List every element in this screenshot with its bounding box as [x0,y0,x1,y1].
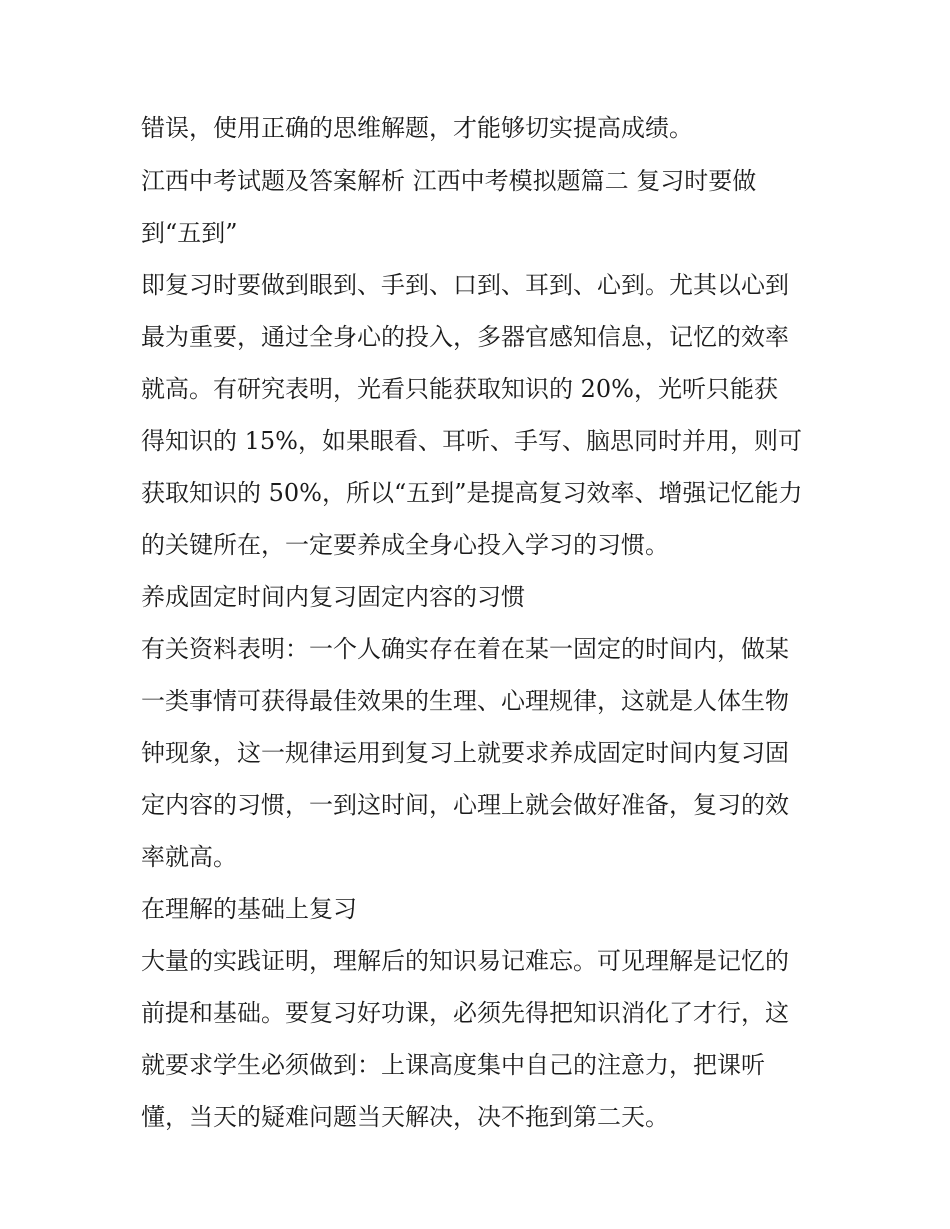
text-line: 懂，当天的疑难问题当天解决，决不拖到第二天。 [141,1103,669,1131]
text-line: 有关资料表明：一个人确实存在着在某一固定的时间内，做某 [141,635,789,663]
text-line: 最为重要，通过全身心的投入，多器官感知信息，记忆的效率 [141,323,789,351]
text-line: 就高。有研究表明，光看只能获取知识的 20%，光听只能获 [141,375,778,403]
heading-line: 江西中考试题及答案解析 江西中考模拟题篇二 复习时要做 [141,167,757,195]
text-line: 钟现象，这一规律运用到复习上就要求养成固定时间内复习固 [141,739,789,767]
text-line: 得知识的 15%，如果眼看、耳听、手写、脑思同时并用，则可 [141,427,802,455]
text-line: 率就高。 [141,843,237,871]
heading-line-cont: 到“五到” [141,219,238,247]
heading-line: 在理解的基础上复习 [141,895,357,923]
text-line: 大量的实践证明，理解后的知识易记难忘。可见理解是记忆的 [141,947,789,975]
heading-line: 养成固定时间内复习固定内容的习惯 [141,583,525,611]
text-line: 错误，使用正确的思维解题，才能够切实提高成绩。 [141,114,693,142]
text-line: 即复习时要做到眼到、手到、口到、耳到、心到。尤其以心到 [141,271,789,299]
text-line: 一类事情可获得最佳效果的生理、心理规律，这就是人体生物 [141,687,789,715]
text-line: 就要求学生必须做到：上课高度集中自己的注意力，把课听 [141,1051,765,1079]
text-line: 的关键所在，一定要养成全身心投入学习的习惯。 [141,531,669,559]
text-line: 定内容的习惯，一到这时间，心理上就会做好准备，复习的效 [141,791,789,819]
text-line: 前提和基础。要复习好功课，必须先得把知识消化了才行，这 [141,999,789,1027]
text-line: 获取知识的 50%，所以“五到”是提高复习效率、增强记忆能力 [141,479,803,507]
